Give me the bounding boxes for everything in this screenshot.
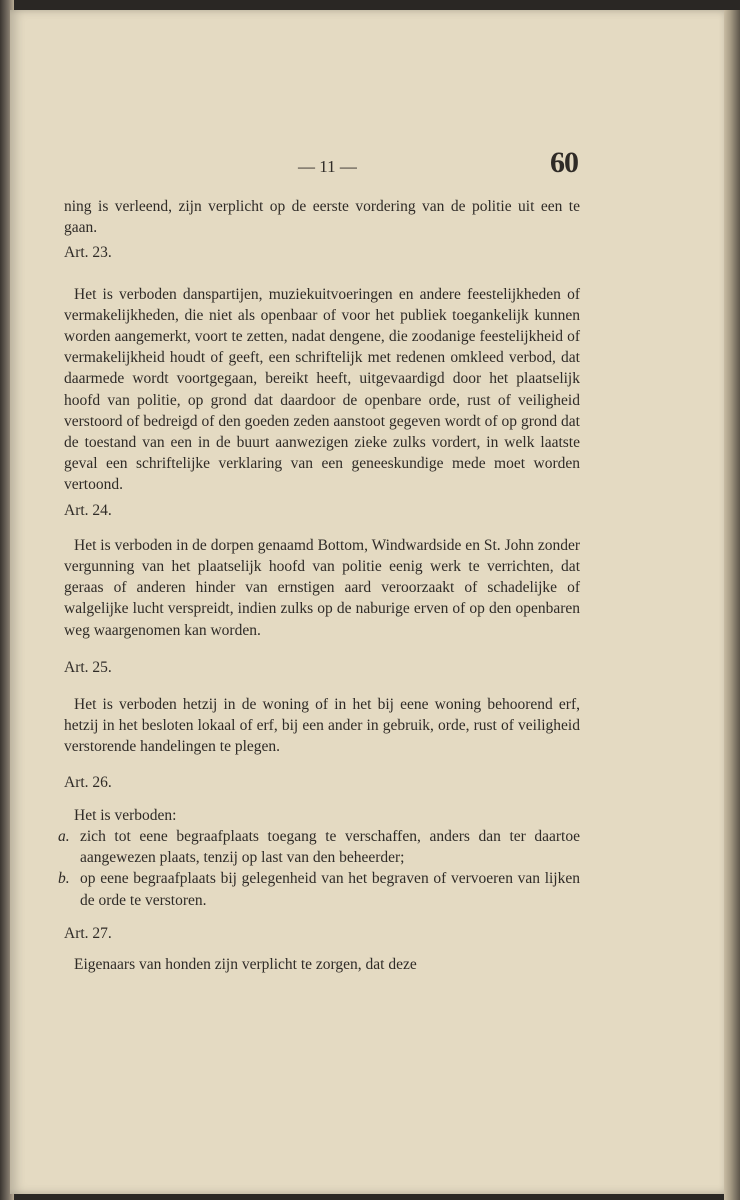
paragraph-art-27: Eigenaars van honden zijn verplicht te zorgen, dat deze (74, 956, 417, 974)
list-item-text-b: op eene begraafplaats bij gelegenheid van het begraven of vervoeren van lijken de orde te verstoren. (80, 870, 580, 909)
article-heading-23: Art. 23. (64, 244, 112, 262)
article-heading-27: Art. 27. (64, 924, 112, 942)
list-item-b (58, 868, 580, 910)
page-number: — 11 — (298, 157, 357, 176)
article-heading-26: Art. 26. (64, 773, 112, 791)
paragraph-art-23: Het is verboden danspartijen, muziekuitvoeringen en andere feestelijkheden of vermakelijkheden, die niet als openbaar of voor het publiek toegankelijk kunnen worden aangemerkt, voort te zetten, nadat dengene, die zoodanige feestelijkheid of vermakelijkheid houdt of geeft, een schriftelijk met redenen omkleed verbod, dat daarmede wordt voortgegaan, bereikt heeft, uitgevaardigd door het plaatselijk hoofd van politie, op grond dat daardoor de openbare orde, rust of veiligheid verstoord of bedreigd of den goeden zeden aanstoot gegeven wordt of op grond dat de toestand van een in de buurt aanwezigen zieke zulks vordert, in welk laatste geval een schriftelijke verklaring van een geneeskundige mede moet worden vertoond. (64, 285, 580, 494)
paragraph-art-25: Het is verboden hetzij in de woning of in het bij eene woning behoorend erf, hetzij in het besloten lokaal of erf, bij een ander in gebruik, orde, rust of veiligheid verstorende handelingen te plegen. (64, 696, 580, 756)
page-header (64, 146, 580, 192)
article-heading-24: Art. 24. (64, 501, 112, 519)
paragraph-continued: ning is verleend, zijn verplicht op de eerste vordering van de politie uit een te gaan. (64, 198, 580, 237)
paragraph-art-26-intro: Het is verboden: (74, 806, 177, 824)
list-marker-b: b. (58, 870, 70, 888)
list-item-a (58, 826, 580, 868)
list-item-text-a: zich tot eene begraafplaats toegang te verschaffen, anders dan ter daartoe aangewezen plaats, tenzij op last van den beheerder; (80, 828, 580, 867)
stamp-number: 60 (550, 146, 578, 179)
page-edge (724, 10, 740, 1200)
document-page (10, 10, 726, 1194)
list-marker-a: a. (58, 828, 70, 846)
paragraph-art-24: Het is verboden in de dorpen genaamd Bottom, Windwardside en St. John zonder vergunning van het plaatselijk hoofd van politie eenig werk te verrichten, dat geraas of anderen hinder van ernstigen aard veroorzaakt of schadelijke of walgelijke lucht verspreidt, indien zulks op de naburige erven of op den openbaren weg waargenomen kan worden. (64, 536, 580, 639)
article-heading-25: Art. 25. (64, 658, 112, 676)
